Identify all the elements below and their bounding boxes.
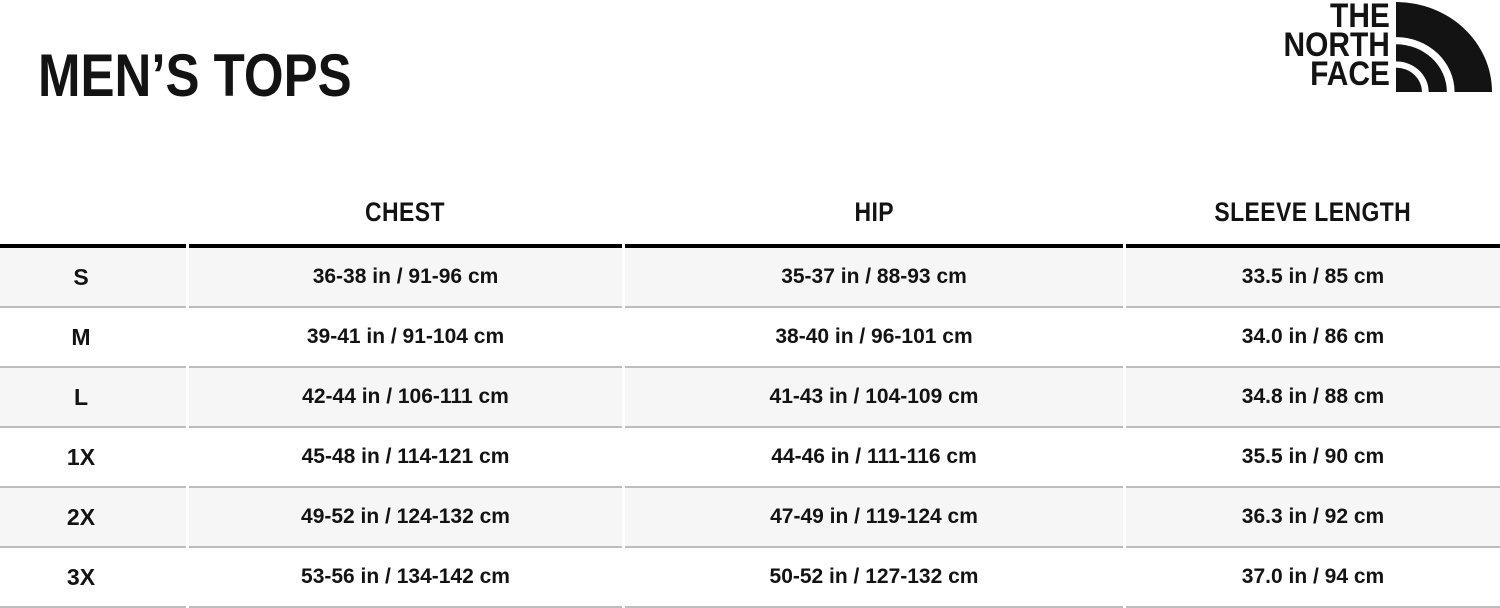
measurement-cell: 39-41 in / 91-104 cm	[189, 308, 622, 368]
north-face-logo	[1269, 2, 1492, 92]
size-label-cell: 3X	[0, 548, 186, 608]
measurement-cell: 47-49 in / 119-124 cm	[625, 488, 1123, 548]
table-row	[0, 548, 1500, 608]
column-header-chest: CHEST	[189, 140, 622, 248]
measurement-cell: 36-38 in / 91-96 cm	[189, 248, 622, 308]
logo-wordmark	[1283, 0, 1390, 93]
size-label-cell: 2X	[0, 488, 186, 548]
measurement-cell: 37.0 in / 94 cm	[1126, 548, 1500, 608]
column-header-sleeve-length: SLEEVE LENGTH	[1126, 140, 1500, 248]
measurement-cell: 49-52 in / 124-132 cm	[189, 488, 622, 548]
logo-word-the: THE	[1330, 0, 1390, 35]
page-header	[0, 0, 1500, 140]
measurement-cell: 35.5 in / 90 cm	[1126, 428, 1500, 488]
measurement-cell: 42-44 in / 106-111 cm	[189, 368, 622, 428]
measurement-cell: 34.0 in / 86 cm	[1126, 308, 1500, 368]
column-header-size	[0, 140, 186, 248]
logo-word-face: FACE	[1310, 55, 1390, 93]
size-chart-table	[0, 140, 1500, 608]
size-label-cell: S	[0, 248, 186, 308]
table-row	[0, 488, 1500, 548]
page-title: MEN’S TOPS	[38, 42, 352, 109]
measurement-cell: 36.3 in / 92 cm	[1126, 488, 1500, 548]
measurement-cell: 41-43 in / 104-109 cm	[625, 368, 1123, 428]
measurement-cell: 33.5 in / 85 cm	[1126, 248, 1500, 308]
header-row	[0, 140, 1500, 248]
table-row	[0, 428, 1500, 488]
table-row	[0, 368, 1500, 428]
logo-word-north: NORTH	[1283, 26, 1390, 64]
size-label-cell: 1X	[0, 428, 186, 488]
measurement-cell: 50-52 in / 127-132 cm	[625, 548, 1123, 608]
column-header-hip: HIP	[625, 140, 1123, 248]
half-dome-icon	[1396, 2, 1492, 92]
measurement-cell: 35-37 in / 88-93 cm	[625, 248, 1123, 308]
measurement-cell: 38-40 in / 96-101 cm	[625, 308, 1123, 368]
size-label-cell: M	[0, 308, 186, 368]
measurement-cell: 53-56 in / 134-142 cm	[189, 548, 622, 608]
measurement-cell: 45-48 in / 114-121 cm	[189, 428, 622, 488]
table-row	[0, 248, 1500, 308]
size-table-body	[0, 248, 1500, 608]
size-label-cell: L	[0, 368, 186, 428]
measurement-cell: 34.8 in / 88 cm	[1126, 368, 1500, 428]
measurement-cell: 44-46 in / 111-116 cm	[625, 428, 1123, 488]
table-row	[0, 308, 1500, 368]
